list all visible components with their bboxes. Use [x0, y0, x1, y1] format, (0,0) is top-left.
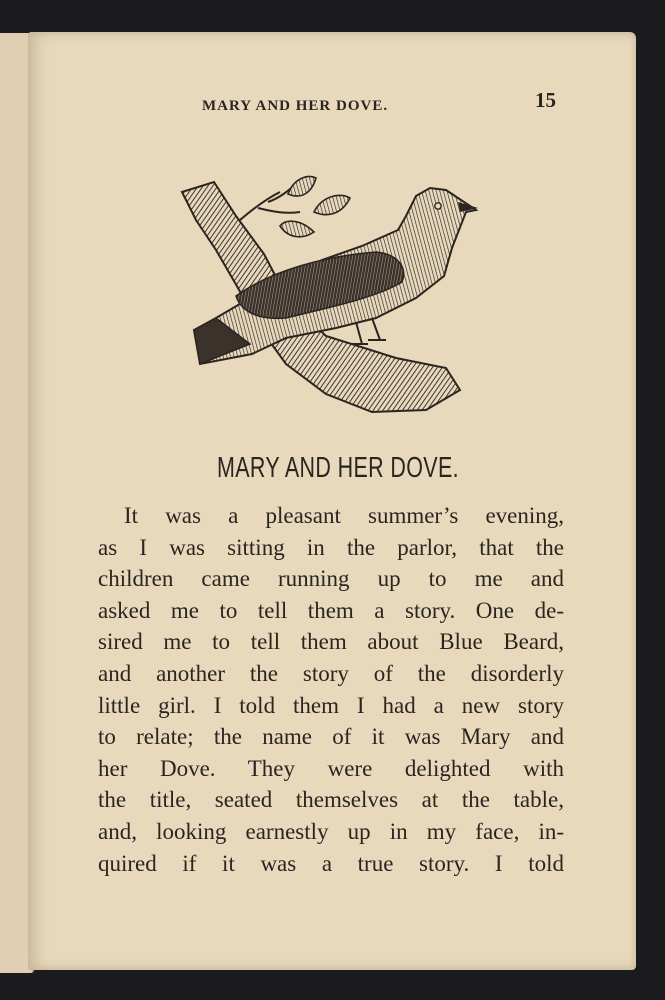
page-number: 15	[535, 88, 556, 112]
text-line: children came running up to me and	[98, 566, 564, 592]
text-line: sired me to tell them about Blue Beard,	[98, 629, 564, 655]
text-line: her Dove. They were delighted with	[98, 755, 564, 781]
text-line: and, looking earnestly up in my face, in-	[98, 818, 564, 844]
text-line: It was a pleasant summer’s evening,	[124, 503, 564, 528]
chapter-title: MARY AND HER DOVE.	[217, 452, 459, 484]
text-line: to relate; the name of it was Mary and	[98, 724, 564, 750]
text-line: quired if it was a true story. I told	[98, 850, 564, 876]
text-line: as I was sitting in the parlor, that the	[98, 534, 564, 560]
story-text	[98, 500, 564, 879]
running-head: MARY AND HER DOVE.	[202, 98, 389, 114]
text-line: the title, seated themselves at the table,	[98, 787, 564, 813]
dove-on-branch-woodcut-icon	[176, 168, 480, 418]
text-line: asked me to tell them a story. One de-	[98, 597, 564, 623]
text-line: little girl. I told them I had a new story	[98, 692, 564, 718]
text-line: and another the story of the disorderly	[98, 660, 564, 686]
